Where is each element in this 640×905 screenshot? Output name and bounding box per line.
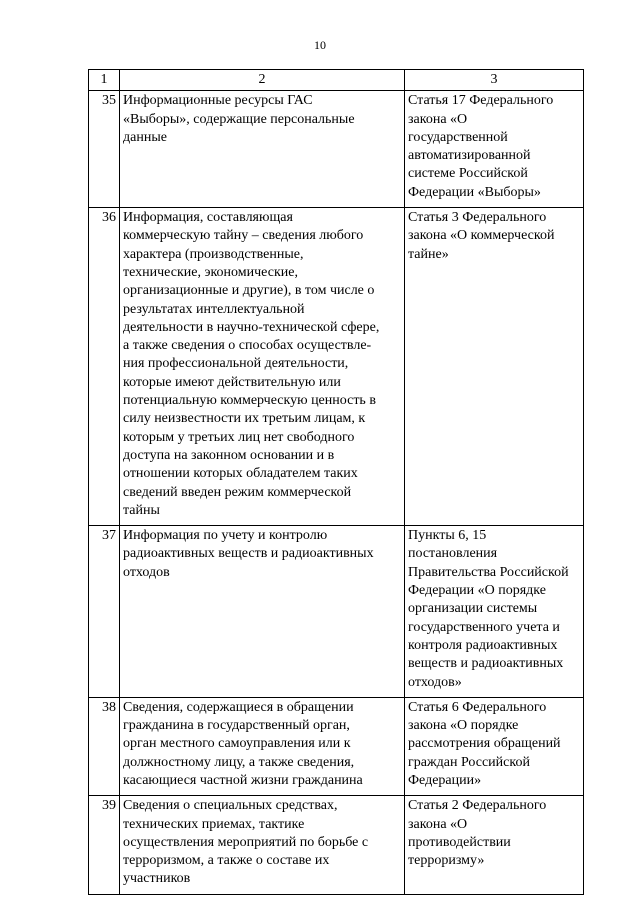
- header-col-2: 2: [120, 70, 405, 91]
- table-header-row: [89, 70, 584, 91]
- info-cell: [120, 697, 405, 795]
- table-row: [89, 796, 584, 894]
- basis-cell: [405, 796, 584, 894]
- table-row: [89, 697, 584, 795]
- basis-text: Статья 2 Федерального закона «О противодействии терроризму»: [408, 798, 547, 869]
- basis-cell: [405, 526, 584, 698]
- info-text: Информация, составляющая коммерческую тайну – сведения любого характера (производственные, технические, экономические, организационные и другие), в том числе о результатах интеллектуальной деятельности в научно-технической сфере, а также сведения о способах осуществле- ния профессиональной деятельности, которые имеют действительную или потенциальную коммерческую ценность в силу неизвестности их третьим лицам, к которым у третьих лиц нет свободного доступа на законном основании и в отношении которых обладателем таких сведений введен режим коммерческой тайны: [123, 210, 380, 518]
- info-text: Информация по учету и контролю радиоактивных веществ и радиоактивных отходов: [123, 528, 374, 580]
- header-col-3: 3: [405, 70, 584, 91]
- basis-text: Статья 3 Федерального закона «О коммерческой тайне»: [408, 210, 555, 262]
- basis-cell: [405, 208, 584, 526]
- table-row: [89, 208, 584, 526]
- basis-text: Статья 17 Федерального закона «О государственной автоматизированной системе Российской Федерации «Выборы»: [408, 93, 554, 200]
- table-row: [89, 526, 584, 698]
- row-number: 39: [89, 796, 120, 894]
- row-number: 37: [89, 526, 120, 698]
- basis-cell: [405, 91, 584, 208]
- row-number: 36: [89, 208, 120, 526]
- info-cell: [120, 526, 405, 698]
- basis-cell: [405, 697, 584, 795]
- info-text: Сведения о специальных средствах, технических приемах, тактике осуществления мероприятий по борьбе с терроризмом, а также о составе их участников: [123, 798, 369, 887]
- info-text: Сведения, содержащиеся в обращении гражданина в государственный орган, орган местного самоуправления или к должностному лицу, а также сведения, касающиеся частной жизни гражданина: [123, 699, 363, 788]
- legal-info-table: [88, 69, 584, 895]
- info-text: Информационные ресурсы ГАС «Выборы», содержащие персональные данные: [123, 93, 355, 145]
- info-cell: [120, 208, 405, 526]
- info-cell: [120, 796, 405, 894]
- basis-text: Статья 6 Федерального закона «О порядке рассмотрения обращений граждан Российской Федерации»: [408, 699, 561, 788]
- info-cell: [120, 91, 405, 208]
- header-col-1: 1: [89, 70, 120, 91]
- basis-text: Пункты 6, 15 постановления Правительства Российской Федерации «О порядке организации системы государственного учета и контроля радиоактивных веществ и радиоактивных отходов»: [408, 528, 569, 690]
- row-number: 38: [89, 697, 120, 795]
- row-number: 35: [89, 91, 120, 208]
- page-number: 10: [314, 38, 326, 52]
- table-row: [89, 91, 584, 208]
